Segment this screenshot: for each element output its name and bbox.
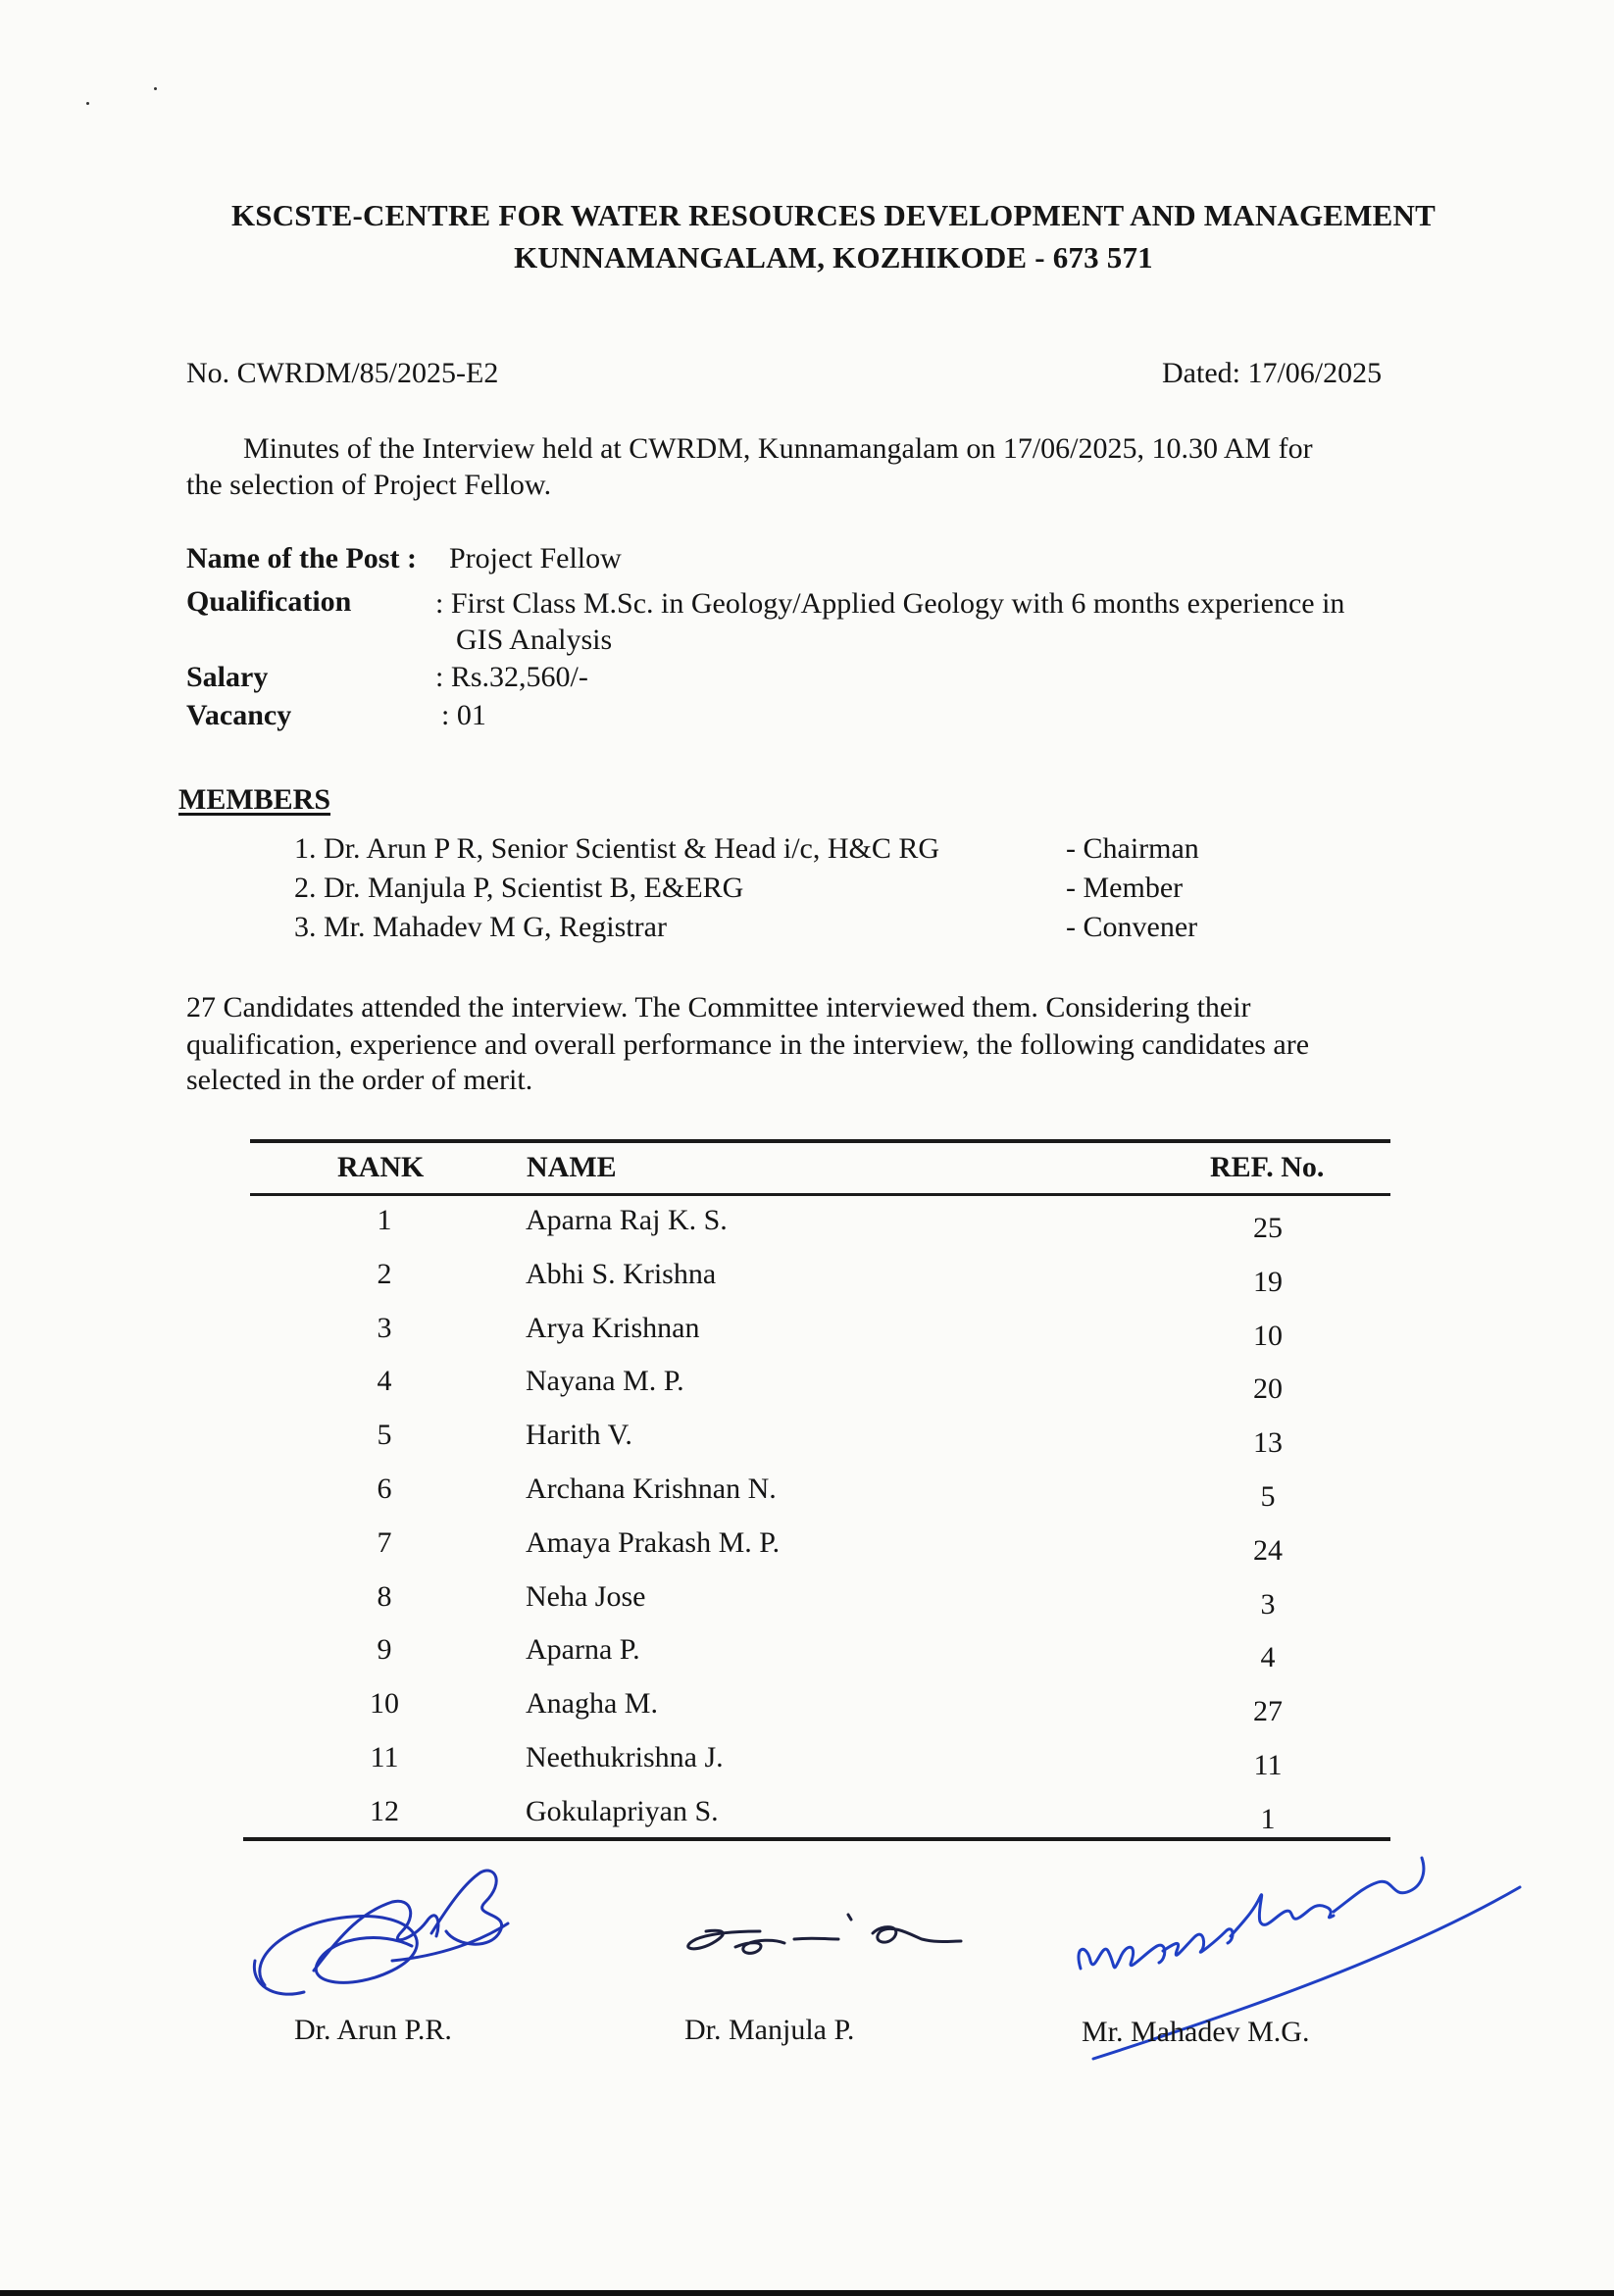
signature-manjula: [677, 1910, 961, 1978]
row-name: Archana Krishnan N.: [526, 1472, 777, 1505]
table-top-rule: [250, 1139, 1390, 1143]
rank-value: 9: [377, 1633, 392, 1666]
document-date: Dated: 17/06/2025: [1162, 357, 1383, 389]
row-name: Nayana M. P.: [526, 1365, 684, 1397]
ref-value: 11: [1253, 1749, 1283, 1781]
scan-bottom-edge: [0, 2290, 1614, 2296]
ref-value: 24: [1253, 1534, 1283, 1567]
ref-value: 3: [1260, 1588, 1276, 1621]
header-ref: REF. No.: [1210, 1151, 1325, 1183]
signatory-3-name: Mr. Mahadev M.G.: [1082, 2016, 1310, 2048]
rank-value: 2: [377, 1258, 392, 1290]
row-name: Amaya Prakash M. P.: [526, 1526, 781, 1559]
table-bottom-rule: [243, 1837, 1390, 1841]
summary-line-3: selected in the order of merit.: [186, 1064, 533, 1096]
intro-line-1: Minutes of the Interview held at CWRDM, Kunnamangalam on 17/06/2025, 10.30 AM for: [243, 432, 1313, 465]
signatory-2-name: Dr. Manjula P.: [684, 2014, 855, 2046]
scan-speck: [154, 87, 157, 90]
row-name: Neethukrishna J.: [526, 1741, 724, 1773]
row-name: Aparna P.: [526, 1633, 640, 1666]
organization-name: KSCSTE-CENTRE FOR WATER RESOURCES DEVELOPMENT AND MANAGEMENT: [230, 198, 1437, 232]
ref-value: 5: [1260, 1480, 1276, 1513]
rank-value: 8: [377, 1580, 392, 1613]
row-name: Gokulapriyan S.: [526, 1795, 719, 1827]
row-name: Neha Jose: [526, 1580, 646, 1613]
header-rank: RANK: [337, 1151, 425, 1183]
summary-line-1: 27 Candidates attended the interview. The Committee interviewed them. Considering their: [186, 991, 1251, 1023]
salary-label: Salary: [186, 661, 269, 693]
member-1-name: 1. Dr. Arun P R, Senior Scientist & Head i/c, H&C RG: [294, 832, 940, 865]
ref-value: 27: [1253, 1695, 1283, 1727]
table-header-rule: [250, 1193, 1390, 1196]
qualification-value-cont: GIS Analysis: [456, 624, 613, 656]
member-2-name: 2. Dr. Manjula P, Scientist B, E&ERG: [294, 872, 744, 904]
rank-value: 5: [377, 1419, 392, 1451]
members-heading: MEMBERS: [178, 783, 331, 816]
row-name: Aparna Raj K. S.: [526, 1204, 728, 1236]
signature-arun: [245, 1863, 530, 2010]
row-name: Harith V.: [526, 1419, 632, 1451]
signatory-1-name: Dr. Arun P.R.: [294, 2014, 452, 2046]
ref-value: 4: [1260, 1641, 1276, 1673]
rank-value: 1: [377, 1204, 392, 1236]
ref-value: 20: [1253, 1373, 1283, 1405]
member-3-name: 3. Mr. Mahadev M G, Registrar: [294, 911, 667, 943]
rank-value: 6: [377, 1472, 392, 1505]
post-name-label: Name of the Post :: [186, 542, 417, 574]
rank-value: 10: [370, 1687, 399, 1720]
vacancy-value: : 01: [441, 699, 486, 731]
member-2-role: - Member: [1066, 872, 1184, 904]
rank-value: 11: [370, 1741, 399, 1773]
qualification-value: : First Class M.Sc. in Geology/Applied Geology with 6 months experience in: [435, 587, 1345, 620]
row-name: Anagha M.: [526, 1687, 658, 1720]
rank-value: 7: [377, 1526, 392, 1559]
reference-number: No. CWRDM/85/2025-E2: [186, 357, 499, 389]
qualification-label: Qualification: [186, 585, 352, 618]
ref-value: 1: [1260, 1803, 1276, 1835]
member-1-role: - Chairman: [1066, 832, 1199, 865]
rank-value: 4: [377, 1365, 392, 1397]
organization-address: KUNNAMANGALAM, KOZHIKODE - 673 571: [514, 240, 1153, 275]
ref-value: 19: [1253, 1266, 1283, 1298]
summary-line-2: qualification, experience and overall performance in the interview, the following candidates are: [186, 1028, 1310, 1061]
ref-value: 13: [1253, 1426, 1283, 1459]
member-3-role: - Convener: [1066, 911, 1198, 943]
header-name: NAME: [527, 1151, 617, 1183]
row-name: Abhi S. Krishna: [526, 1258, 717, 1290]
rank-value: 3: [377, 1312, 392, 1344]
ref-value: 10: [1253, 1320, 1283, 1352]
scan-speck: [86, 102, 89, 105]
vacancy-label: Vacancy: [186, 699, 292, 731]
ref-value: 25: [1253, 1212, 1283, 1244]
row-name: Arya Krishnan: [526, 1312, 700, 1344]
rank-value: 12: [370, 1795, 399, 1827]
post-name-value: Project Fellow: [449, 542, 622, 574]
intro-line-2: the selection of Project Fellow.: [186, 469, 552, 501]
salary-value: : Rs.32,560/-: [435, 661, 588, 693]
